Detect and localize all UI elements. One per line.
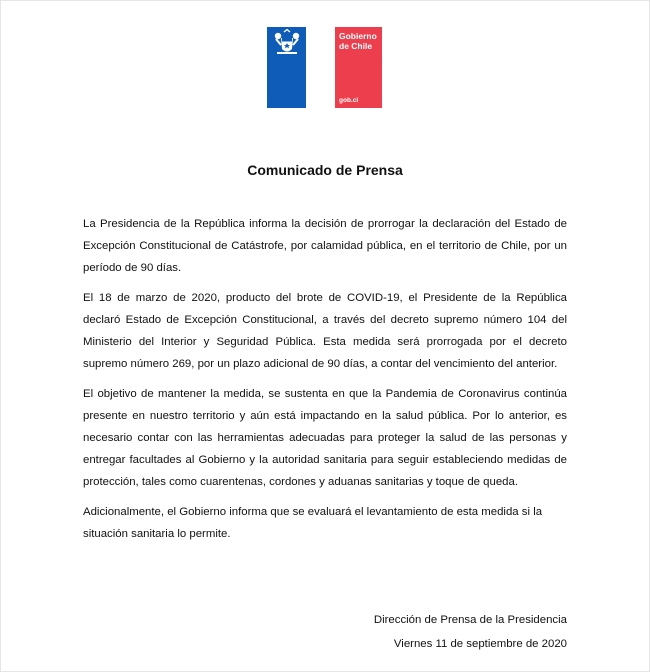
signature-block (374, 608, 567, 656)
paragraph-4: Adicionalmente, el Gobierno informa que se evaluará el levantamiento de esta medida si la situación sanitaria lo permite. (83, 506, 543, 540)
paragraph-3: El objetivo de mantener la medida, se sustenta en que la Pandemia de Coronavirus continúa presente en nuestro territorio y aún está impactando en la salud pública. Por lo anterior, es necesario contar con las herramientas adecuadas para proteger la salud de las personas y entregar facultades al Gobierno y la autoridad sanitaria para seguir estableciendo medidas de protección, tales como cuarentenas, cordones y aduanas sanitarias y toque de queda. (83, 388, 567, 488)
paragraph-2: El 18 de marzo de 2020, producto del brote de COVID-19, el Presidente de la República declaró Estado de Excepción Constitucional, a través del decreto supremo número 104 del Ministerio del Interior y Seguridad Pública. Esta medida será prorrogada por el decreto supremo número 269, por un plazo adicional de 90 días, a contar del vencimiento del anterior. (83, 292, 567, 370)
document-body (83, 213, 567, 553)
logo-brand-text (339, 31, 377, 51)
logo-brand-line1: Gobierno (339, 31, 377, 41)
paragraph-1: La Presidencia de la República informa la decisión de prorrogar la declaración del Estado de Excepción Constitucional de Catástrofe, por calamidad pública, en el territorio de Chile, por un período de 90 días. (83, 218, 567, 274)
logo-blue-panel (267, 27, 306, 108)
document-title: Comunicado de Prensa (247, 162, 403, 178)
signature-office: Dirección de Prensa de la Presidencia (373, 614, 567, 626)
signature-date: Viernes 11 de septiembre de 2020 (393, 638, 567, 650)
chile-coat-of-arms-icon (272, 29, 302, 57)
logo-site: gob.cl (339, 97, 359, 104)
logo-red-panel (335, 27, 382, 108)
gobierno-de-chile-logo (267, 27, 382, 108)
logo-brand-line2: de Chile (339, 41, 373, 51)
